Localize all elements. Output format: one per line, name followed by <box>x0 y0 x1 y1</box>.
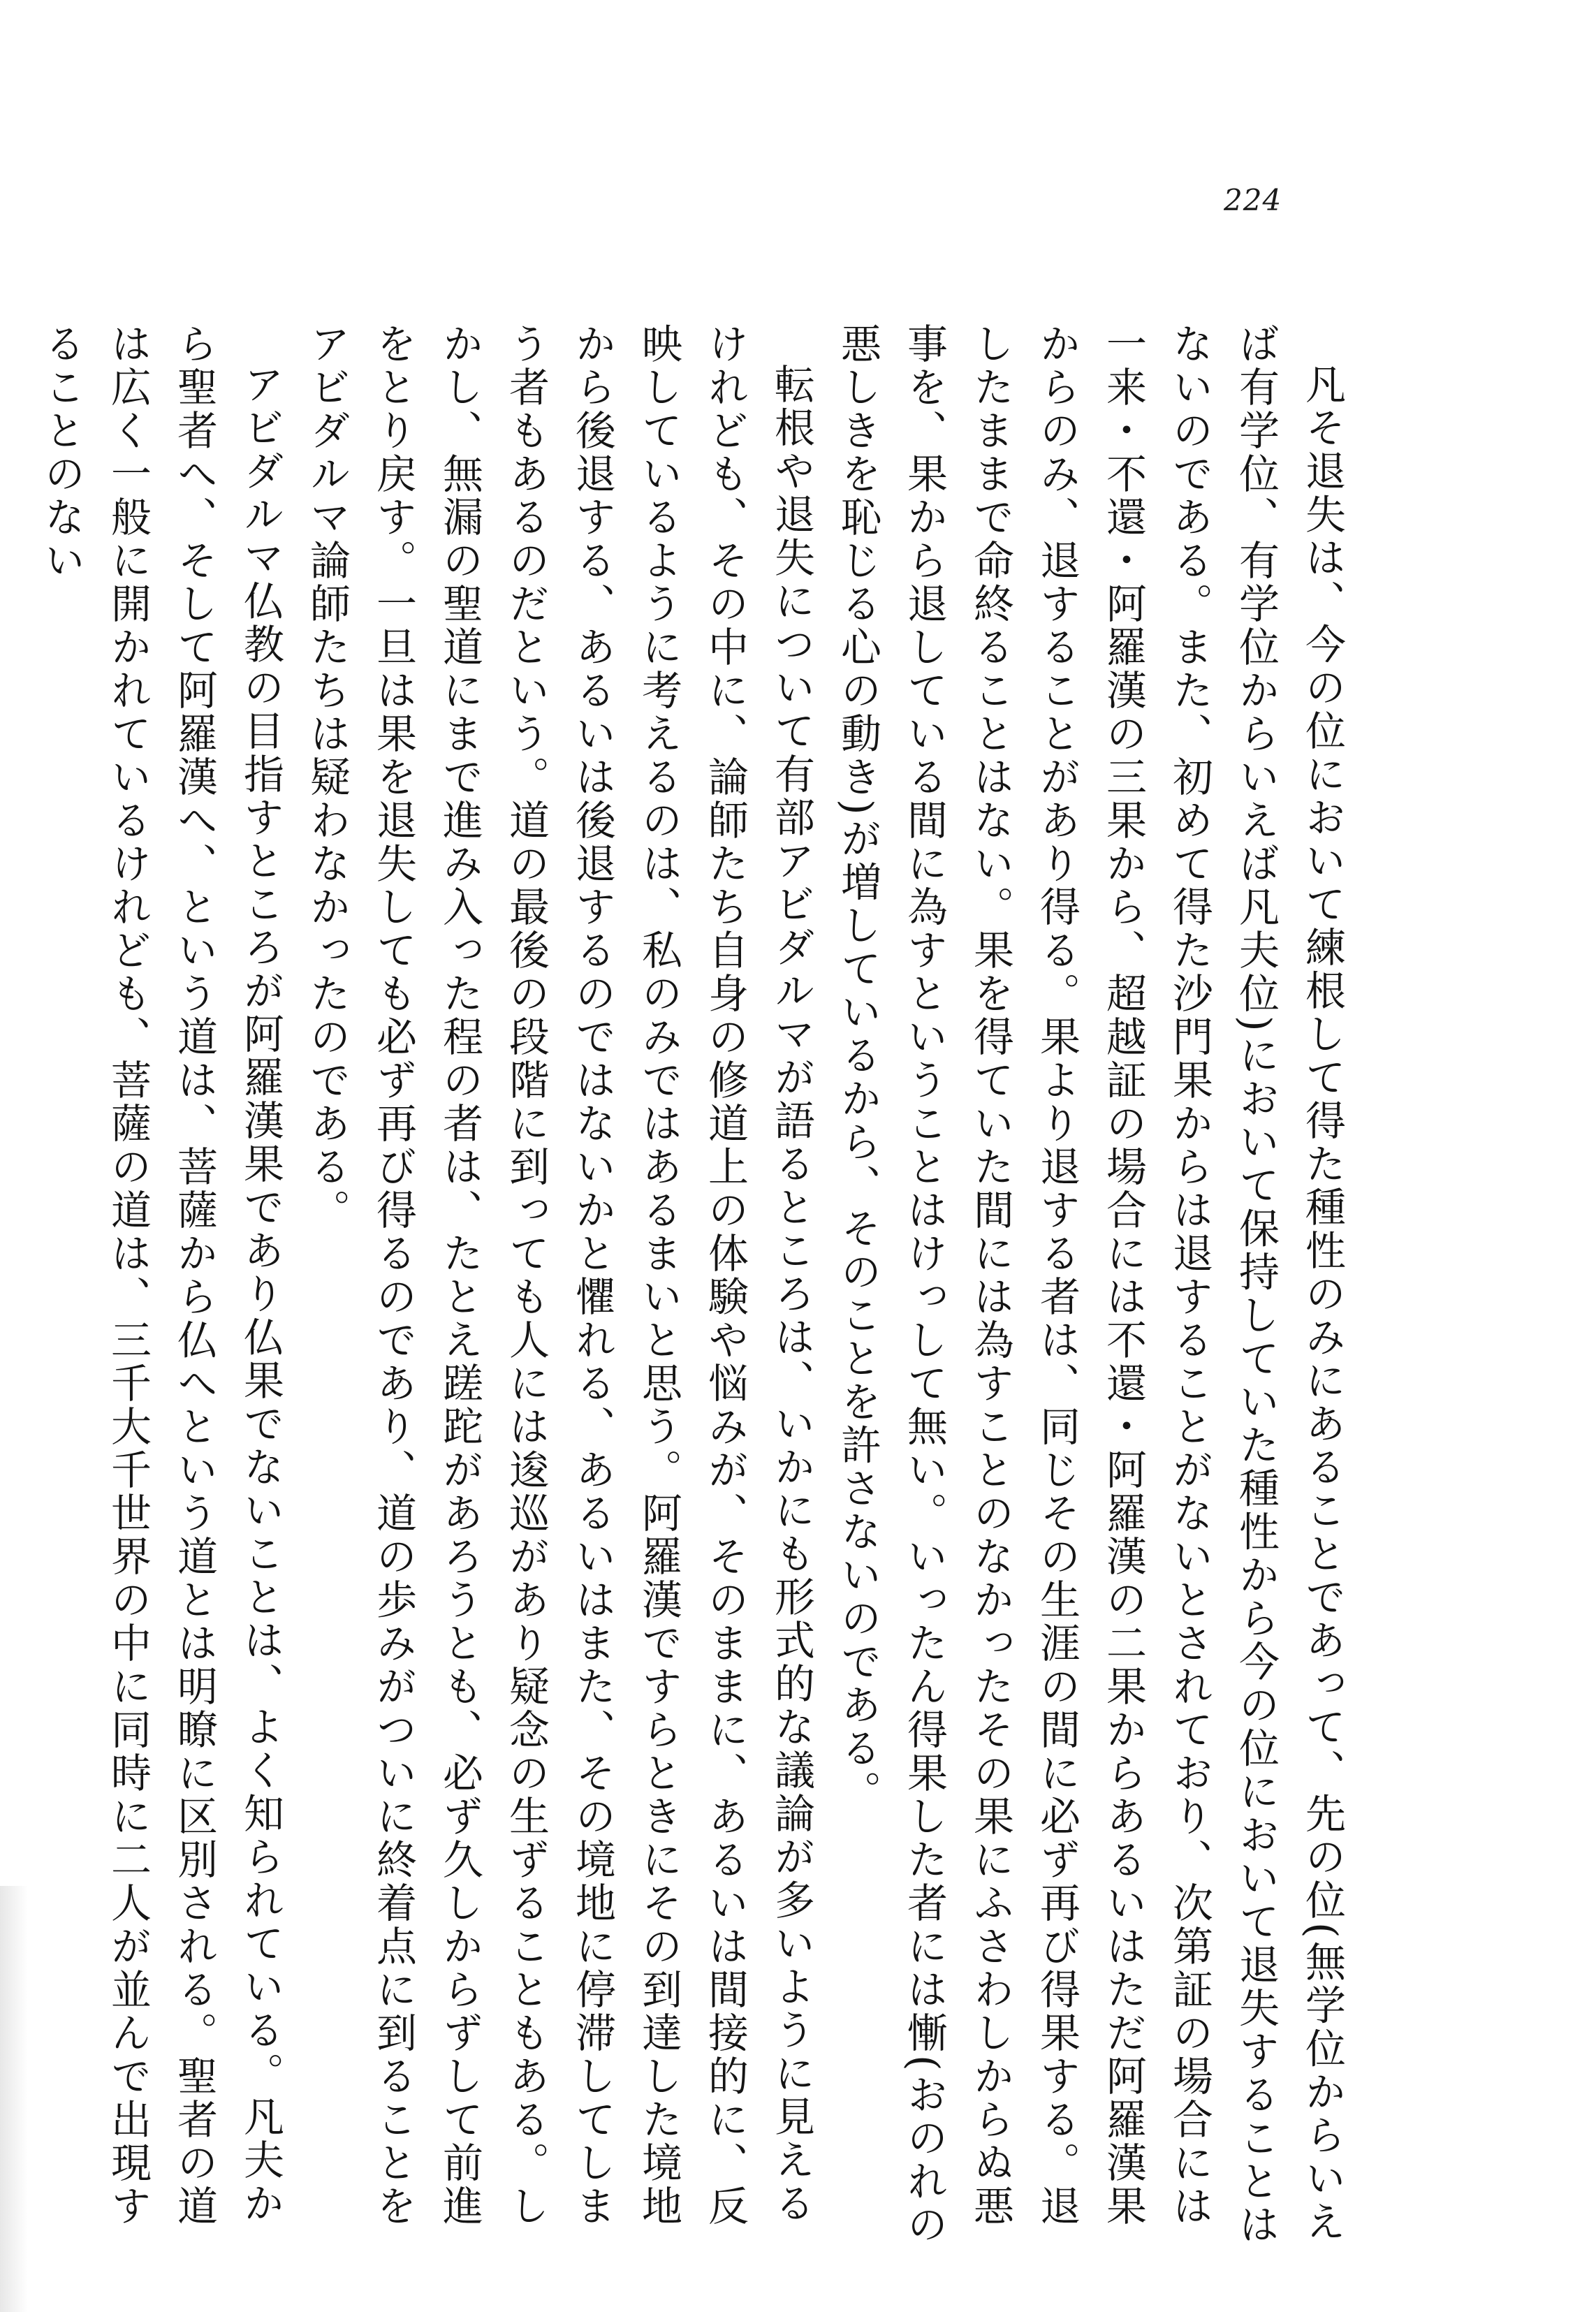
paragraph: 転根や退失について有部アビダルマが語るところは、いかにも形式的な議論が多いように見えるけれども、その中に、論師たち自身の修道上の体験や悩みが、そのままに、あるいは間接的に、反映しているように考えるのは、私のみではあるまいと思う。阿羅漢ですらときにその到達した境地から後退する、あるいは後退するのではないかと懼れる、あるいはまた、その境地に停滞してしまう者もあるのだという。道の最後の段階に到っても人には逡巡があり疑念の生ずることもある。しかし、無漏の聖道にまで進み入った程の者は、たとえ蹉跎があろうとも、必ず久しからずして前進をとり戻す。一旦は果を退失しても必ず再び得るのであり、道の歩みがついに終着点に到ることをアビダルマ論師たちは疑わなかったのである。 <box>303 323 815 2228</box>
paragraph: アビダルマ仏教の目指すところが阿羅漢果であり仏果でないことは、よく知られている。凡夫から聖者へ、そして阿羅漢へ、という道は、菩薩から仏へという道とは明瞭に区別される。聖者の道は広く一般に開かれているけれども、菩薩の道は、三千大千世界の中に同時に二人が並んで出現することのない <box>38 323 284 2228</box>
body-text <box>28 323 1355 2251</box>
scan-edge-shadow <box>0 1886 28 2312</box>
paragraph: 凡そ退失は、今の位において練根して得た種性のみにあることであって、先の位(無学位からいえば有学位、有学位からいえば凡夫位)において保持していた種性から今の位において退失することはないのである。また、初めて得た沙門果からは退することがないとされており、次第証の場合には一来・不還・阿羅漢の三果から、超越証の場合には不還・阿羅漢の二果からあるいはただ阿羅漢果からのみ、退することがあり得る。果より退する者は、同じその生涯の間に必ず再び得果する。退したままで命終ることはない。果を得ていた間には為すことのなかったその果にふさわしからぬ悪事を、果から退している間に為すということはけっして無い。いったん得果した者には慚(おのれの悪しきを恥じる心の動き)が増しているから、そのことを許さないのである。 <box>834 323 1346 2247</box>
page-number: 224 <box>1224 183 1282 217</box>
